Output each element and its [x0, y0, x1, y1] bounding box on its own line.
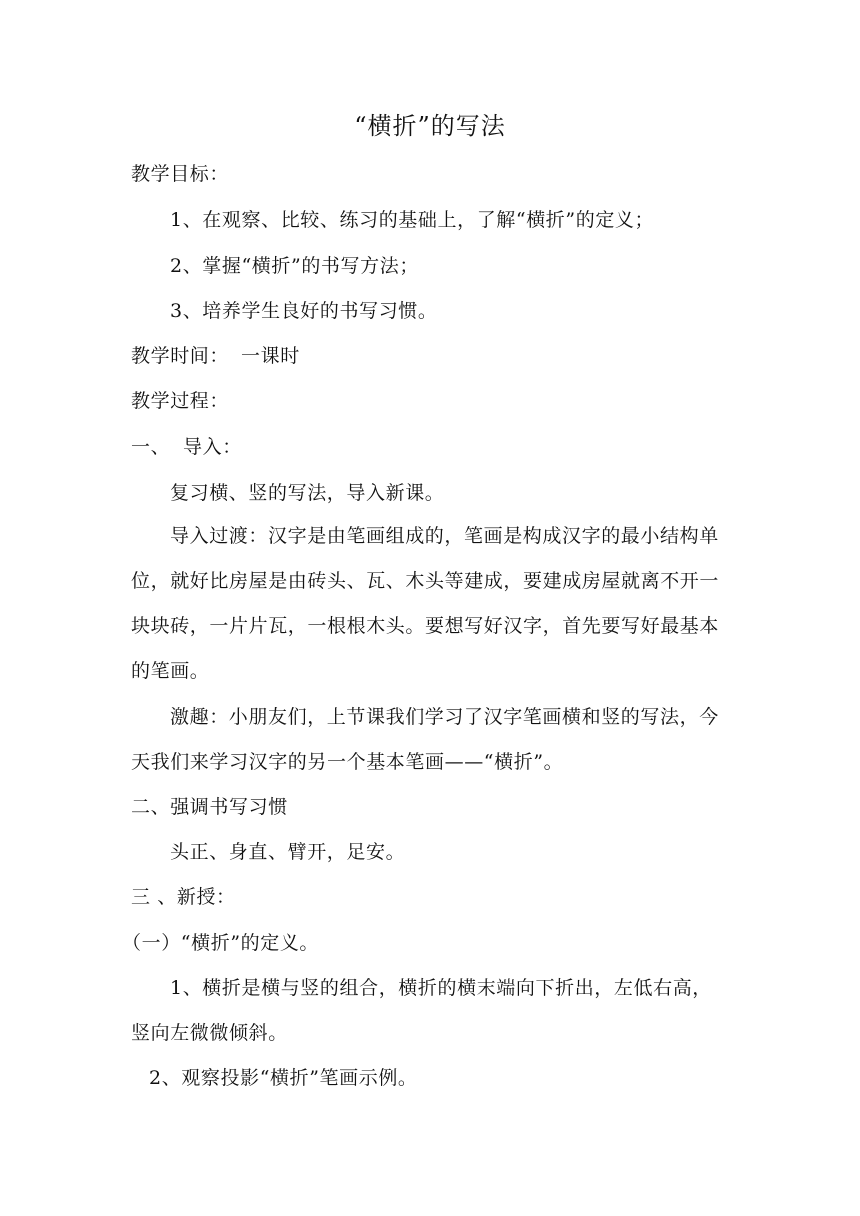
transition-line: 位，就好比房屋是由砖头、瓦、木头等建成，要建成房屋就离不开一: [131, 570, 720, 592]
review-paragraph: 复习横、竖的写法，导入新课。: [170, 482, 445, 504]
observe-paragraph: 2、观察投影“横折”笔画示例。: [149, 1067, 418, 1089]
subsection-heading: （一）“横折”的定义。: [122, 932, 320, 954]
time-value: 一课时: [241, 345, 300, 367]
section-number: 一、: [131, 436, 171, 458]
transition-line: 块块砖，一片片瓦，一根根木头。要想写好汉字，首先要写好最基本: [131, 615, 720, 637]
process-heading: 教学过程：: [131, 390, 230, 412]
section-heading: 导入：: [183, 436, 242, 458]
objective-item: 2、掌握“横折”的书写方法；: [170, 255, 419, 277]
interest-line: 天我们来学习汉字的另一个基本笔画——“横折”。: [131, 751, 564, 773]
section-heading: 三 、新授：: [131, 886, 236, 908]
section-heading: 二、强调书写习惯: [131, 796, 288, 818]
document-title: “横折”的写法: [354, 112, 506, 140]
habit-paragraph: 头正、身直、臂开，足安。: [170, 841, 406, 863]
transition-line: 导入过渡：汉字是由笔画组成的，笔画是构成汉字的最小结构单: [170, 525, 719, 547]
time-label: 教学时间：: [131, 345, 230, 367]
objective-item: 3、培养学生良好的书写习惯。: [170, 300, 438, 322]
objective-item: 1、在观察、比较、练习的基础上，了解“横折”的定义；: [170, 209, 655, 231]
interest-line: 激趣：小朋友们，上节课我们学习了汉字笔画横和竖的写法，今: [170, 706, 719, 728]
objectives-heading: 教学目标：: [131, 163, 230, 185]
definition-line: 1、横折是横与竖的组合，横折的横末端向下折出，左低右高，: [170, 977, 712, 999]
transition-line: 的笔画。: [131, 660, 210, 682]
definition-line: 竖向左微微倾斜。: [131, 1022, 288, 1044]
